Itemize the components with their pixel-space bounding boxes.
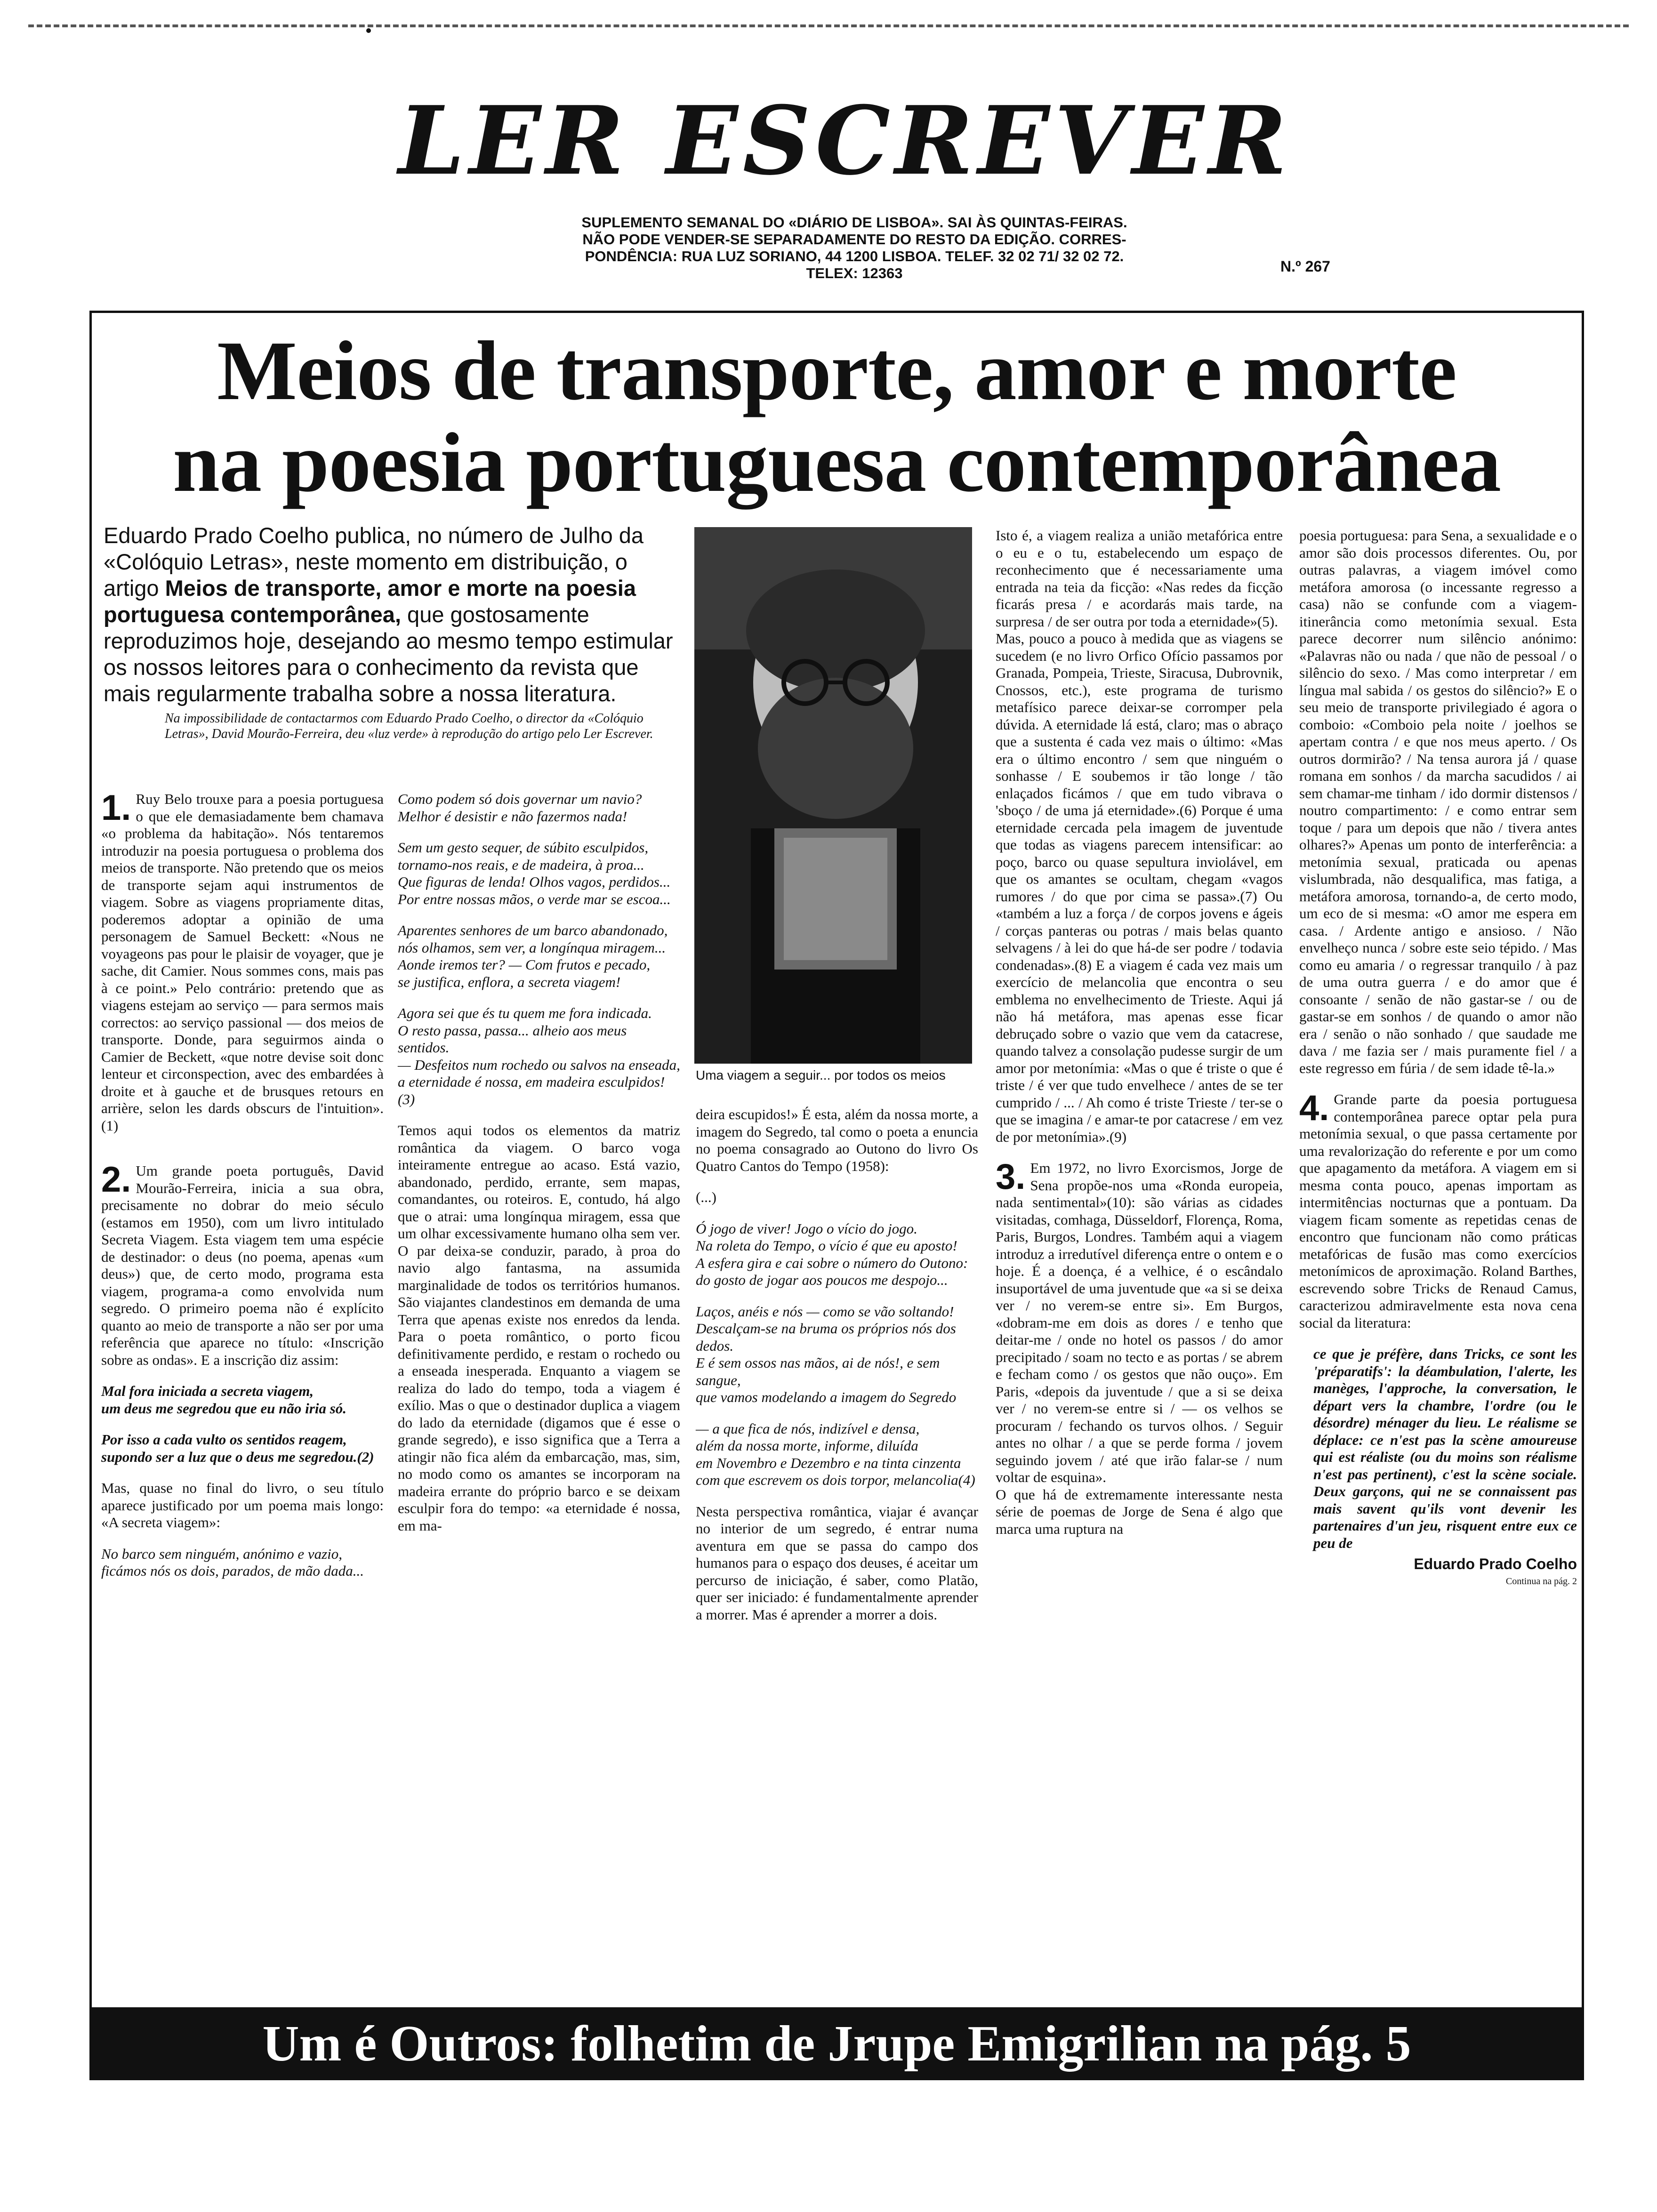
section-number: 3. bbox=[996, 1157, 1026, 1197]
poem-line: A esfera gira e cai sobre o número do Outono: bbox=[696, 1254, 968, 1271]
poem-line: que vamos modelando a imagem do Segredo bbox=[696, 1389, 957, 1405]
masthead-info-line: SUPLEMENTO SEMANAL DO «DIÁRIO DE LISBOA». SAI ÀS QUINTAS-FEIRAS. bbox=[581, 214, 1127, 231]
headline-line-1: Meios de transporte, amor e morte bbox=[217, 324, 1456, 417]
editor-note: Na impossibilidade de contactarmos com Eduardo Prado Coelho, o director da «Colóquio Letras», David Mourão-Ferreira, deu «luz verde» à reprodução do artigo pelo Ler Escrever. bbox=[165, 711, 653, 741]
lead-text-end: que gostosamente reproduzimos hoje, desejando ao mesmo tempo estimular os nossos leitores para o conhecimento da revista que mais regularmente trabalha sobre a nossa literatura. bbox=[104, 602, 673, 706]
section-2 bbox=[101, 1162, 384, 1369]
section-text: Temos aqui todos os elementos da matriz romântica da viagem. O barco voga inteiramente entregue ao acaso. Está vazio, abandonado, perdido, errante, sem mapas, comandantes, ou roteiros. E, contudo, há algo que o atrai: uma longínqua miragem, essa que um olhar excessivamente humano olha sem ver. O par deixa-se conduzir, parado, à proa do navio algo fantasma, na assumida marginalidade de todos os territórios humanos. São viajantes clandestinos em demanda de uma Terra que apenas existe nos enredos da lenda. Para o poeta romântico, o porto ficou definitivamente perdido, e restam o rochedo ou a enseada inesperada. Enquanto a viagem se realiza do lado do tempo, toda a viagem é exílio. Mas o que o destinador duplica a viagem do lado da eternidade (digamos que é esse o grande segredo), e isso significa que a Terra a atingir não fica além da embarcação, mas, sim, no modo como os amantes se incorporam na madeira errante do próprio barco e se deixam esculpir fora do tempo: «a eternidade é nossa, em ma- bbox=[398, 1122, 680, 1534]
poem-line: tornamo-nos reais, e de madeira, à proa... bbox=[398, 856, 644, 873]
poem-line: do gosto de jogar aos poucos me despojo... bbox=[696, 1272, 948, 1288]
masthead-info-line: NÃO PODE VENDER-SE SEPARADAMENTE DO RESTO DA EDIÇÃO. CORRES- bbox=[582, 231, 1126, 248]
section-1 bbox=[101, 788, 384, 1134]
section-4 bbox=[1299, 1088, 1577, 1331]
section-text: Grande parte da poesia portuguesa contemporânea parece optar pela pura metonímia sexual, o que passa certamente por uma revalorização do referente e por um como que apagamento da metáfora. A viagem em si mesma conta pouco, apenas importam as intermitências nocturnas que a pontuam. Da viagem ficam somente as repetidas cenas de encontro que funcionam não como práticas metafóricas de fusão mas como exercícios metonímicos de aproximação. Roland Barthes, escrevendo sobre Tricks de Renaud Camus, caracterizou admiravelmente esta nova cena social da literatura: bbox=[1299, 1091, 1577, 1331]
masthead-info-line: TELEX: 12363 bbox=[806, 265, 903, 281]
section-text: Mas, pouco a pouco à medida que as viagens se sucedem (e no livro Orfico Ofício passamos por Granada, Pompeia, Trieste, Siracusa, Dubrovnik, Cnossos, etc.), este programa de turismo metafísico parece deixar-se corromper pela dúvida. A eternidade lá está, claro; mas o abraço que a sustenta é cada vez mais o último: «Mas era o último encontro / sem que ninguém o sonhasse / E soubemos ir tão longe / tão enlaçados ficámos / que em tudo vibrava o 'sboço / de uma já eternidade».(6) Porque é uma eternidade cercada pela imagem de juventude que todas as viagens parecem intensificar: ao poço, barco ou quase sepultura inviolável, em que os amantes se ocultam, chegam «vagos rumores / do que por cima se passa».(7) Ou «também a luz a força / de corpos jovens e ágeis / corças panteras ou potras / mais belas quanto selvagens / à lei do que há-de ser podre / todavia condenadas».(8) E a viagem é cada vez mais um exercício de melancolia que encontra o seu emblema no envelhecimento de Trieste. Aqui já não há metáfora, mas apenas esse ficar debruçado sobre o vazio que vem da catacrese, quando talvez a consolação pudesse surgir de um amor por metonímia: «Mas o que é triste o que é triste / é ver que tudo envelhece / antes de se ter cumprido / ... / Ah como é triste Trieste / ter-se o que se imagina / e amar-te por catacrese / em vez de por metonímia».(9) bbox=[996, 630, 1283, 1145]
poem-line: em Novembro e Dezembro e na tinta cinzenta bbox=[696, 1454, 961, 1471]
column-4 bbox=[996, 527, 1283, 1538]
poem-line: Aparentes senhores de um barco abandonado, bbox=[398, 922, 668, 938]
section-text: Isto é, a viagem realiza a união metafórica entre o eu e o tu, estabelecendo um espaço de reconhecimento que é necessariamente uma entrada na teia da ficção: «Nas redes da ficção ficarás presa / e acordarás mais tarde, na surpresa / de ser outra por toda a eternidade»(5). bbox=[996, 527, 1283, 630]
author-photo bbox=[694, 527, 972, 1064]
section-text: Mas, quase no final do livro, o seu título aparece justificado por um poema mais longo: «A secreta viagem»: bbox=[101, 1480, 384, 1531]
poem-block bbox=[398, 791, 680, 1108]
poem-line: Ó jogo de viver! Jogo o vício do jogo. bbox=[696, 1220, 917, 1237]
poem-line: E é sem ossos nas mãos, ai de nós!, e sem sangue, bbox=[696, 1354, 940, 1388]
poem-line: a eternidade é nossa, em madeira esculpidos!(3) bbox=[398, 1074, 665, 1107]
column-1 bbox=[101, 788, 384, 1580]
issue-number: N.º 267 bbox=[1280, 258, 1330, 275]
print-mark bbox=[366, 28, 371, 33]
lead-paragraph bbox=[104, 522, 678, 707]
section-number: 2. bbox=[101, 1160, 131, 1200]
barthes-quote: ce que je préfère, dans Tricks, ce sont les 'préparatifs': la déambulation, l'alerte, les manèges, l'approche, la conversation, le départ vers la chambre, l'ordre (ou le désordre) ménager du lieu. Le réalisme se déplace: ce n'est pas la scène amoureuse qui est réaliste (ou du moins son réalisme n'est pas pertinent), c'est la scène sociale. Deux garçons, qui ne se connaissent pas mais savent qu'ils vont devenir les partenaires d'un jeu, risquent entre eux ce peu de bbox=[1313, 1346, 1577, 1551]
section-text: Um grande poeta português, David Mourão-Ferreira, inicia a sua obra, precisamente no dobrar do meio século (estamos em 1950), com um livro intitulado Secreta Viagem. Esta viagem tem uma espécie de destinador: o deus (no poema, apenas «um deus») que, de certo modo, programa esta viagem, programa-a como envolvida num segredo. O primeiro poema não é explícito quanto ao meio de transporte a não ser por uma referência que aparece no título: «Inscrição sobre as ondas». E a inscrição diz assim: bbox=[101, 1162, 384, 1368]
author-signature: Eduardo Prado Coelho bbox=[1414, 1555, 1577, 1572]
section-text: Nesta perspectiva romântica, viajar é avançar no interior de um segredo, é entrar numa aventura em que se passa do campo dos humanos para o espaço dos deuses, é aceitar um percurso de iniciação, é saber, como Platão, quer ser iniciado: é fundamentalmente aprender a morrer. Mas é aprender a morrer a dois. bbox=[696, 1503, 978, 1623]
lead-text: Eduardo Prado Coelho publica, no número de Julho da «Colóquio Letras», neste momento em distribuição, o artigo bbox=[104, 523, 644, 601]
section-text: poesia portuguesa: para Sena, a sexualidade e o amor são dois processos diferentes. Ou, por outras palavras, a viagem imóvel como metáfora amorosa (o incessante regresso a casa) não se confunde com a viagem-itinerância como metonímia sexual. Esta parece decorrer num silêncio anónimo: «Palavras não ou nada / que não de pessoal / o silêncio do sexo. / Mas como interpretar / em língua mal sabida / os gestos do silêncio?» E o seu meio de transporte privilegiado é agora o comboio: «Comboio pela noite / joelhos se apertam contra / e que nos meus aperto. / Os outros dormirão? / Na tensa aurora já / quase romana em sonhos / da marcha sacudidos / ai sem chamar-me tinham / ido dormir distensos / noutro compartimento: / e como entrar sem toque / para um depois que não / tivera antes olhares?» Apenas um ponto de interferência: a metonímia sexual, praticada ou apenas vislumbrada, não desqualifica, mas fatiga, a metáfora amorosa, tornando-a, de certo modo, um eco de si mesma: «O amor me espera em casa. / Ardente antigo e ansioso. / Não envelheço nunca / sobre este seio tépido. / Mas como eu amaria / o regressar tranquilo / à paz de uma outra guerra / e do amor que é consoante / senão de não gastar-se / ou de gastar-se em sonhos / de quando o amor não era / senão o não sonhado / que saudade me dava / me fazia ser / mais puramente fiel / a este regresso em fúria / de sem idade tê-la.» bbox=[1299, 527, 1577, 1076]
poem-line: com que escrevem os dois torpor, melancolia(4) bbox=[696, 1472, 975, 1488]
poem-line: Na roleta do Tempo, o vício é que eu aposto! bbox=[696, 1237, 957, 1254]
poem-line: Por entre nossas mãos, o verde mar se escoa... bbox=[398, 890, 671, 907]
headline-line-2: na poesia portuguesa contemporânea bbox=[172, 416, 1501, 509]
poem-line: se justifica, enflora, a secreta viagem! bbox=[398, 973, 621, 990]
poem-line: Agora sei que és tu quem me fora indicada. bbox=[398, 1005, 652, 1021]
column-5 bbox=[1299, 527, 1577, 1590]
poem-line: No barco sem ninguém, anónimo e vazio, bbox=[101, 1545, 343, 1562]
photo-caption: Uma viagem a seguir... por todos os meios bbox=[696, 1068, 946, 1082]
poem-line: Descalçam-se na bruma os próprios nós dos dedos. bbox=[696, 1320, 956, 1354]
portrait-image bbox=[694, 527, 972, 1064]
masthead-info bbox=[525, 214, 1184, 282]
poem-line: Como podem só dois governar um navio? bbox=[398, 791, 642, 807]
section-3 bbox=[996, 1157, 1283, 1486]
poem-line: Aonde iremos ter? — Com frutos e pecado, bbox=[398, 956, 651, 973]
section-number: 1. bbox=[101, 788, 131, 828]
poem-line: Por isso a cada vulto os sentidos reagem, bbox=[101, 1431, 347, 1448]
continued-note: Continua na pág. 2 bbox=[1505, 1576, 1577, 1587]
poem-block bbox=[696, 1220, 978, 1489]
poem-line: além da nossa morte, informe, diluída bbox=[696, 1437, 918, 1454]
section-text: Ruy Belo trouxe para a poesia portuguesa o que ele demasiadamente bem chamava «o problema da habitação». Nós tentaremos introduzir na poesia portuguesa o problema dos meios de transporte. Não pretendo que os meios de transporte sejam aqui instrumentos de viagem. Sobre as viagens propriamente ditas, poderemos adoptar a opinião de uma personagem de Samuel Beckett: «Nous ne voyageons pas pour le plaisir de voyager, que je sache, dit Camier. Nous sommes cons, mais pas à ce point.» Pelo contrário: pretendo que as viagens estejam ao serviço — para sermos mais correctos: ao serviço passional — dos meios de transporte. Donde, para seguirmos ainda o Camier de Beckett, «que notre devise soit donc lenteur et circonspection, avec des embardées à droite et à gauche et de brusques retours en arrière, selon les dards obscurs de l'intuition».(1) bbox=[101, 791, 384, 1134]
poem-line: nós olhamos, sem ver, a longínqua miragem... bbox=[398, 939, 666, 956]
section-text: deira escupidos!» É esta, além da nossa morte, a imagem do Segredo, tal como o poeta a enuncia no poema consagrado ao Outono do livro Os Quatro Cantos do Tempo (1958): bbox=[696, 1106, 978, 1174]
top-dashed-rule bbox=[28, 24, 1629, 27]
poem-line: Mal fora iniciada a secreta viagem, bbox=[101, 1383, 314, 1399]
masthead-info-line: PONDÊNCIA: RUA LUZ SORIANO, 44 1200 LISBOA. TELEF. 32 02 71/ 32 02 72. bbox=[585, 248, 1124, 264]
poem-line: Laços, anéis e nós — como se vão soltando! bbox=[696, 1303, 954, 1320]
poem-line: um deus me segredou que eu não iria só. bbox=[101, 1400, 347, 1417]
poem-line: Melhor é desistir e não fazermos nada! bbox=[398, 808, 627, 825]
column-2 bbox=[398, 791, 680, 1534]
poem-line: — Desfeitos num rochedo ou salvos na enseada, bbox=[398, 1056, 680, 1073]
section-text: O que há de extremamente interessante nesta série de poemas de Jorge de Sena é algo que marca uma ruptura na bbox=[996, 1486, 1283, 1537]
masthead-title: LER ESCREVER bbox=[398, 86, 1292, 196]
lead-bold-title: Meios de transporte, amor e morte na poesia portuguesa contemporânea, bbox=[104, 576, 636, 627]
bottom-banner: Um é Outros: folhetim de Jrupe Emigrilian na pág. 5 bbox=[89, 2007, 1584, 2080]
poem-line: supondo ser a luz que o deus me segredou.(2) bbox=[101, 1448, 374, 1465]
column-3 bbox=[696, 1106, 978, 1623]
poem-line: ficámos nós os dois, parados, de mão dada... bbox=[101, 1563, 364, 1579]
ellipsis: (...) bbox=[696, 1189, 716, 1205]
poem-line: Que figuras de lenda! Olhos vagos, perdidos... bbox=[398, 874, 671, 890]
poem-line: O resto passa, passa... alheio aos meus sentidos. bbox=[398, 1022, 627, 1056]
headline bbox=[94, 325, 1579, 508]
section-number: 4. bbox=[1299, 1088, 1329, 1128]
section-text: Em 1972, no livro Exorcismos, Jorge de Sena propõe-nos uma «Ronda europeia, nada sentimental»(10): são várias as cidades visitadas, comhaga, Düsseldorf, Florença, Roma, Paris, Burgos, Londres. Também aqui a viagem introduz a irredutível diferença entre o ontem e o hoje. É a doença, é a velhice, é o escândalo insuportável de uma juventude que «a si se deixa ver / no verem-se entre si». Em Burgos, «dobram-me em dois as dores / e tenho que deitar-me / onde no hotel os passos / do amor precipitado / soam no tecto e as portas / se abrem e fecham como / os gestos que não ouço». Em Paris, «depois da juventude / que a si se deixa ver / no verem-se entre si / — os velhos se procuram / fechando os turvos olhos. / Seguir antes no olhar / a que se perde forma / jovem seguindo jovem / até que irão falar-se / num voltar de esquina». bbox=[996, 1160, 1283, 1485]
poem-line: — a que fica de nós, indizível e densa, bbox=[696, 1420, 920, 1437]
poem-line: Sem um gesto sequer, de súbito esculpidos, bbox=[398, 839, 649, 856]
